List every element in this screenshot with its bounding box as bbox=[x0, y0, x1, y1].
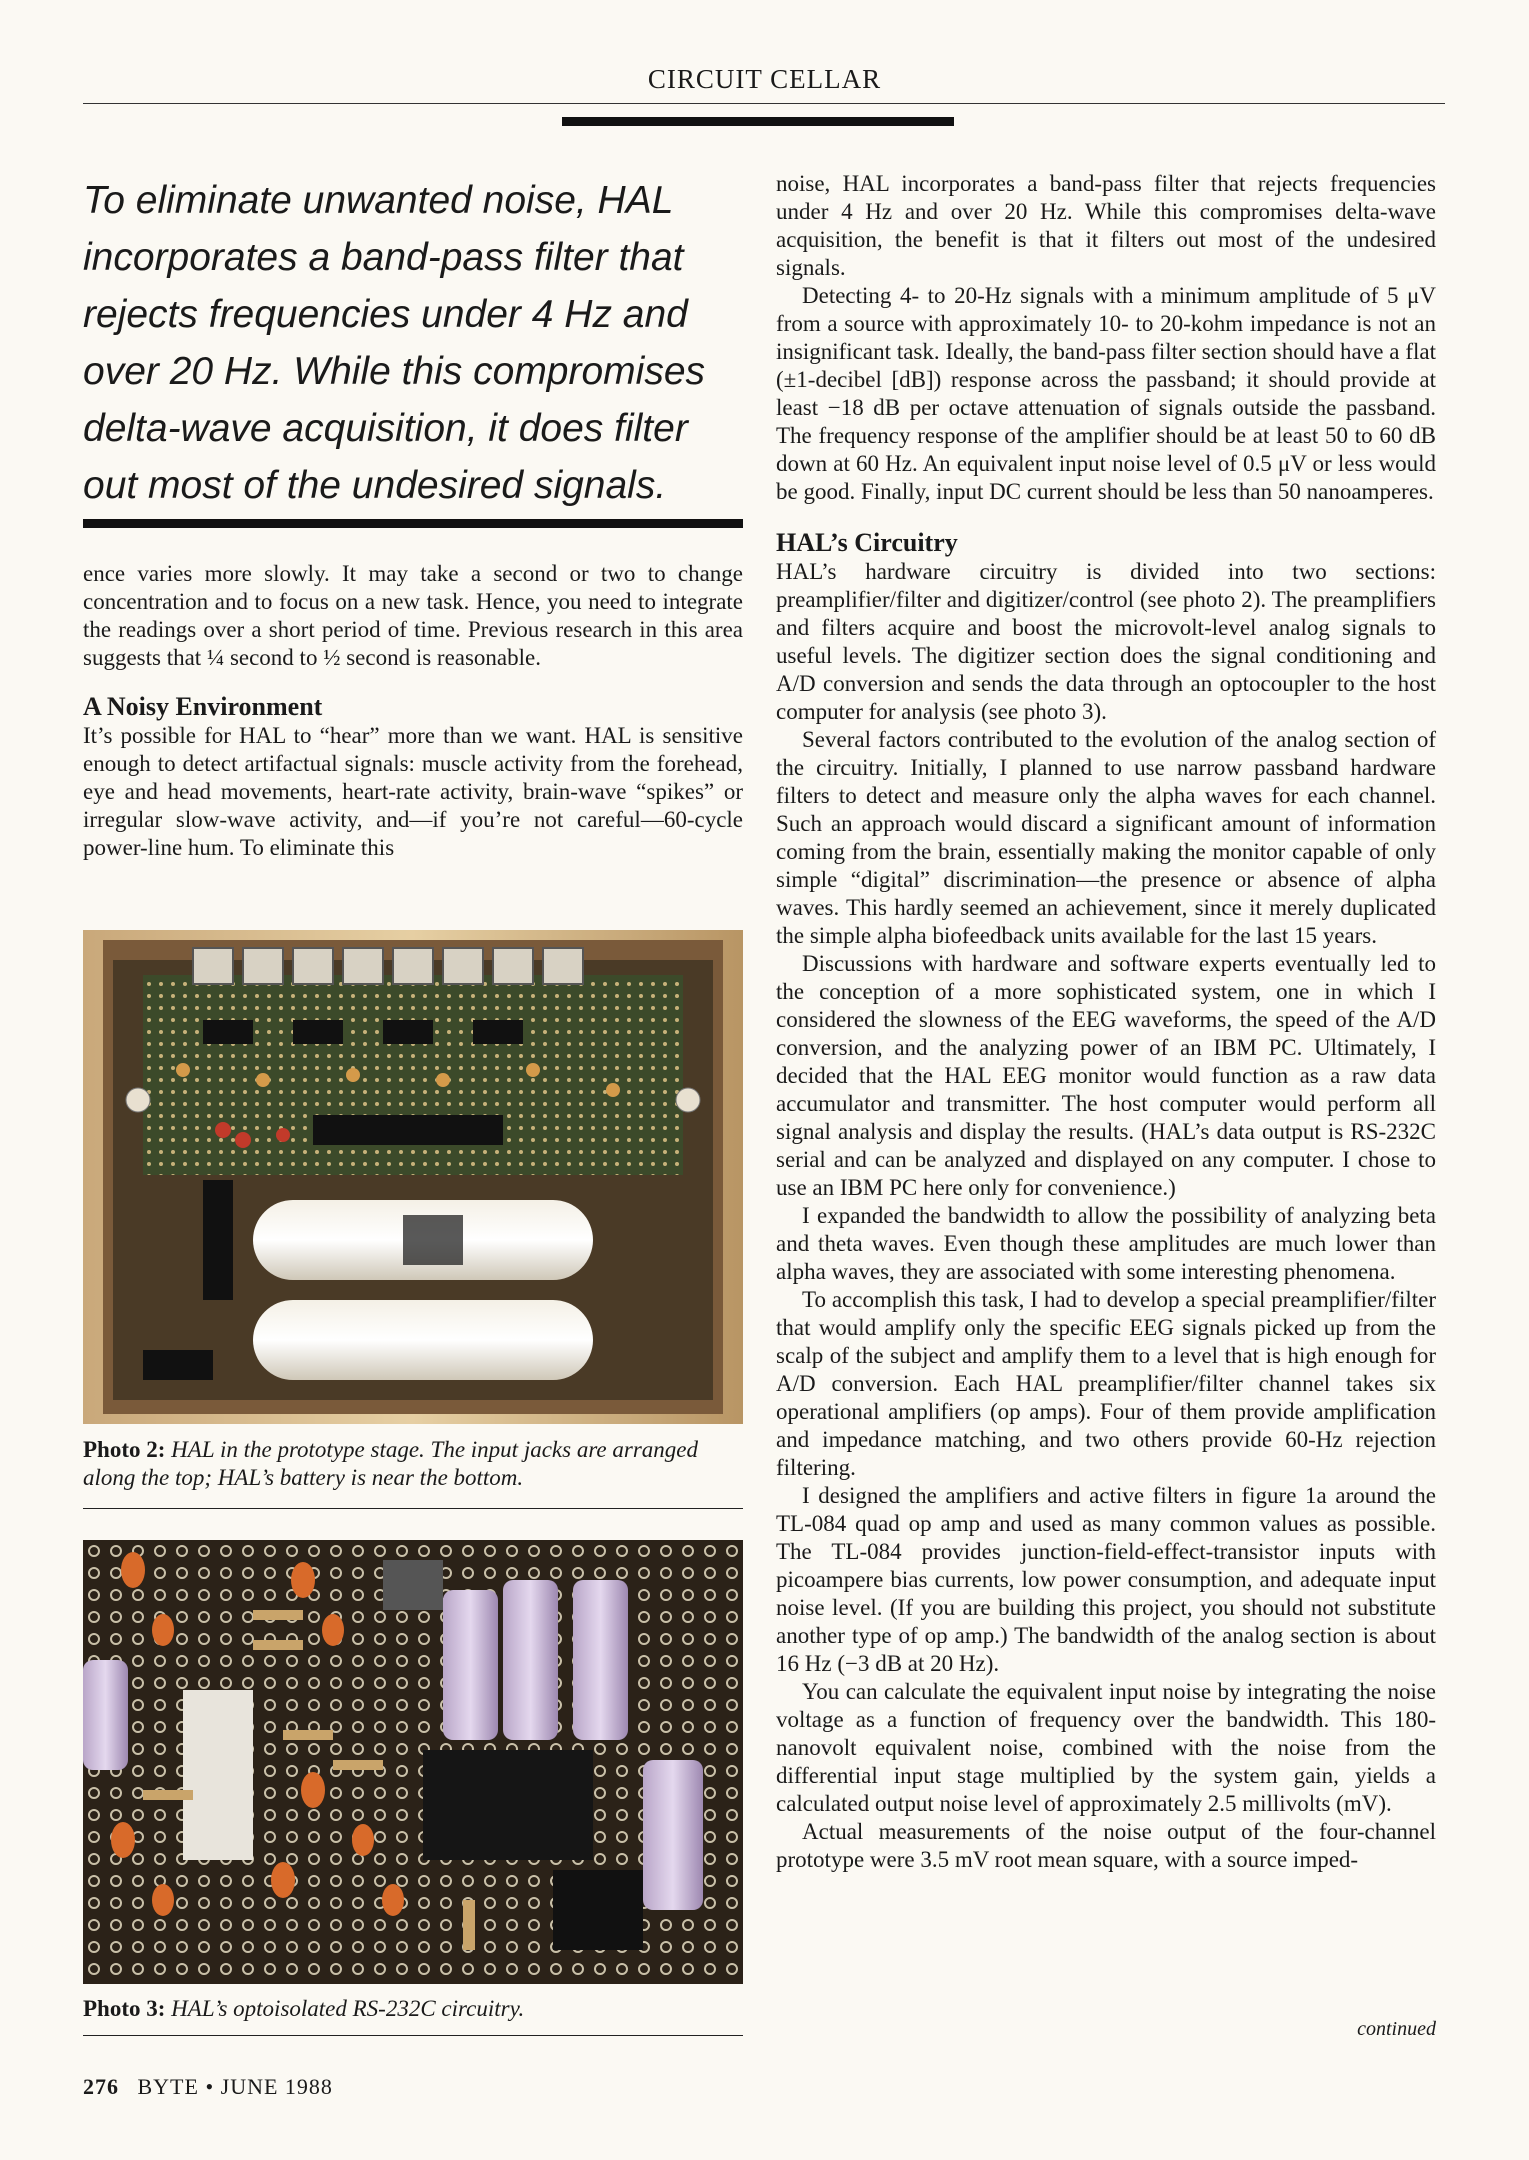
photo-prototype-board bbox=[83, 930, 743, 1424]
section-heading: A Noisy Environment bbox=[83, 692, 323, 721]
body-paragraph: To accomplish this task, I had to develop a special preamplifier/filter that would amplify only the specific EEG signals picked up from the scalp of the subject and amplify them to a level that is high enough for A/D conversion. Each HAL preamplifier/filter channel takes six operational amplifiers (op amps). Four of them provide amplification and impedance matching, and two others provide 60-Hz rejection filtering. bbox=[776, 1287, 1436, 1480]
header-bar bbox=[562, 117, 954, 126]
body-paragraph: You can calculate the equivalent input noise by integrating the noise voltage as a function of frequency over the bandwidth. This 180-nanovolt equivalent noise, combined with the noise from the differential input stage multiplied by the system gain, yields a calculated output noise level of approximately 2.5 millivolts (mV). bbox=[776, 1679, 1436, 1816]
page-footer bbox=[83, 2074, 333, 2100]
body-paragraph: HAL’s hardware circuitry is divided into two sections: preamplifier/filter and digitizer/control (see photo 2). The preamplifiers and filters acquire and boost the microvolt-level analog signals to useful levels. The digitizer section does the signal conditioning and A/D conversion and sends the data through an optocoupler to the host computer for analysis (see photo 3). bbox=[776, 559, 1436, 724]
caption-rule bbox=[83, 1508, 743, 1509]
photo-3-caption-text: HAL’s optoisolated RS-232C circuitry. bbox=[171, 1996, 525, 2021]
photo-rs232c-circuitry bbox=[83, 1540, 743, 1984]
caption-rule bbox=[83, 2035, 743, 2036]
header-rule bbox=[83, 103, 1445, 104]
section-header: CIRCUIT CELLAR bbox=[647, 64, 882, 94]
body-paragraph: Actual measurements of the noise output of the four-channel prototype were 3.5 mV root mean square, with a source imped- bbox=[776, 1819, 1436, 1872]
photo-2-label: Photo 2: bbox=[83, 1437, 166, 1462]
pull-quote: To eliminate unwanted noise, HAL incorporates a band-pass filter that rejects frequencies under 4 Hz and over 20 Hz. While this compromises delta-wave acquisition, it does filter out most of the undesired signals. bbox=[83, 179, 706, 507]
page-number: 276 bbox=[83, 2074, 119, 2099]
pull-quote-rule bbox=[83, 519, 743, 528]
photo-2-caption bbox=[83, 1436, 743, 1492]
body-paragraph: I designed the amplifiers and active filters in figure 1a around the TL-084 quad op amp and used as many common values as possible. The TL-084 provides junction-field-effect-transistor inputs with picoampere bias currents, low power consumption, and adequate input noise level. (If you are building this project, you should not substitute another type of op amp.) The bandwidth of the analog section is about 16 Hz (−3 dB at 20 Hz). bbox=[776, 1483, 1436, 1676]
body-paragraph: Detecting 4- to 20-Hz signals with a minimum amplitude of 5 μV from a source with approximately 10- to 20-kohm impedance is not an insignificant task. Ideally, the band-pass filter section should have a flat (±1-decibel [dB]) response across the passband; it should provide at least −18 dB per octave attenuation of signals outside the passband. The frequency response of the amplifier should be at least 50 to 60 dB down at 60 Hz. An equivalent input noise level of 0.5 μV or less would be good. Finally, input DC current should be less than 50 nanoamperes. bbox=[776, 283, 1436, 504]
body-paragraph: Several factors contributed to the evolution of the analog section of the circuitry. Initially, I planned to use narrow passband hardware filters to detect and measure only the alpha waves for each channel. Such an approach would discard a significant amount of information coming from the brain, essentially making the monitor capable of only simple “digital” discrimination—the presence or absence of alpha waves. This hardly seemed an achievement, since it merely duplicated the simple alpha biofeedback units available for the last 15 years. bbox=[776, 727, 1436, 948]
left-column bbox=[83, 560, 743, 862]
body-paragraph: I expanded the bandwidth to allow the possibility of analyzing beta and theta waves. Even though these amplitudes are much lower than alpha waves, they are associated with some interesting phenomena. bbox=[776, 1203, 1436, 1284]
publication-line: BYTE • JUNE 1988 bbox=[137, 2074, 333, 2099]
body-paragraph: noise, HAL incorporates a band-pass filter that rejects frequencies under 4 Hz and over 20 Hz. While this compromises delta-wave acquisition, the benefit is that it filters out most of the undesired signals. bbox=[776, 171, 1436, 280]
photo-2-caption-text: HAL in the prototype stage. The input jacks are arranged along the top; HAL’s battery is near the bottom. bbox=[83, 1437, 698, 1490]
body-paragraph: ence varies more slowly. It may take a second or two to change concentration and to focus on a new task. Hence, you need to integrate the readings over a short period of time. Previous research in this area suggests that ¼ second to ½ second is reasonable. bbox=[83, 561, 743, 670]
continued-note: continued bbox=[1357, 2018, 1436, 2040]
body-paragraph: It’s possible for HAL to “hear” more than we want. HAL is sensitive enough to detect artifactual signals: muscle activity from the forehead, eye and head movements, heart-rate activity, brain-wave “spikes” or irregular slow-wave activity, and—if you’re not careful—60-cycle power-line hum. To eliminate this bbox=[83, 723, 743, 860]
photo-3-label: Photo 3: bbox=[83, 1996, 166, 2021]
body-paragraph: Discussions with hardware and software experts eventually led to the conception of a more sophisticated system, one in which I considered the slowness of the EEG waveforms, the speed of the A/D conversion, and the analyzing power of an IBM PC. Ultimately, I decided that the HAL EEG monitor would function as a raw data accumulator and transmitter. The host computer would perform all signal analysis and display the results. (HAL’s data output is RS-232C serial and can be analyzed and displayed on any computer. I chose to use an IBM PC here only for convenience.) bbox=[776, 951, 1436, 1200]
section-heading: HAL’s Circuitry bbox=[776, 528, 958, 557]
photo-3-caption bbox=[83, 1995, 743, 2023]
right-column bbox=[776, 170, 1436, 1874]
